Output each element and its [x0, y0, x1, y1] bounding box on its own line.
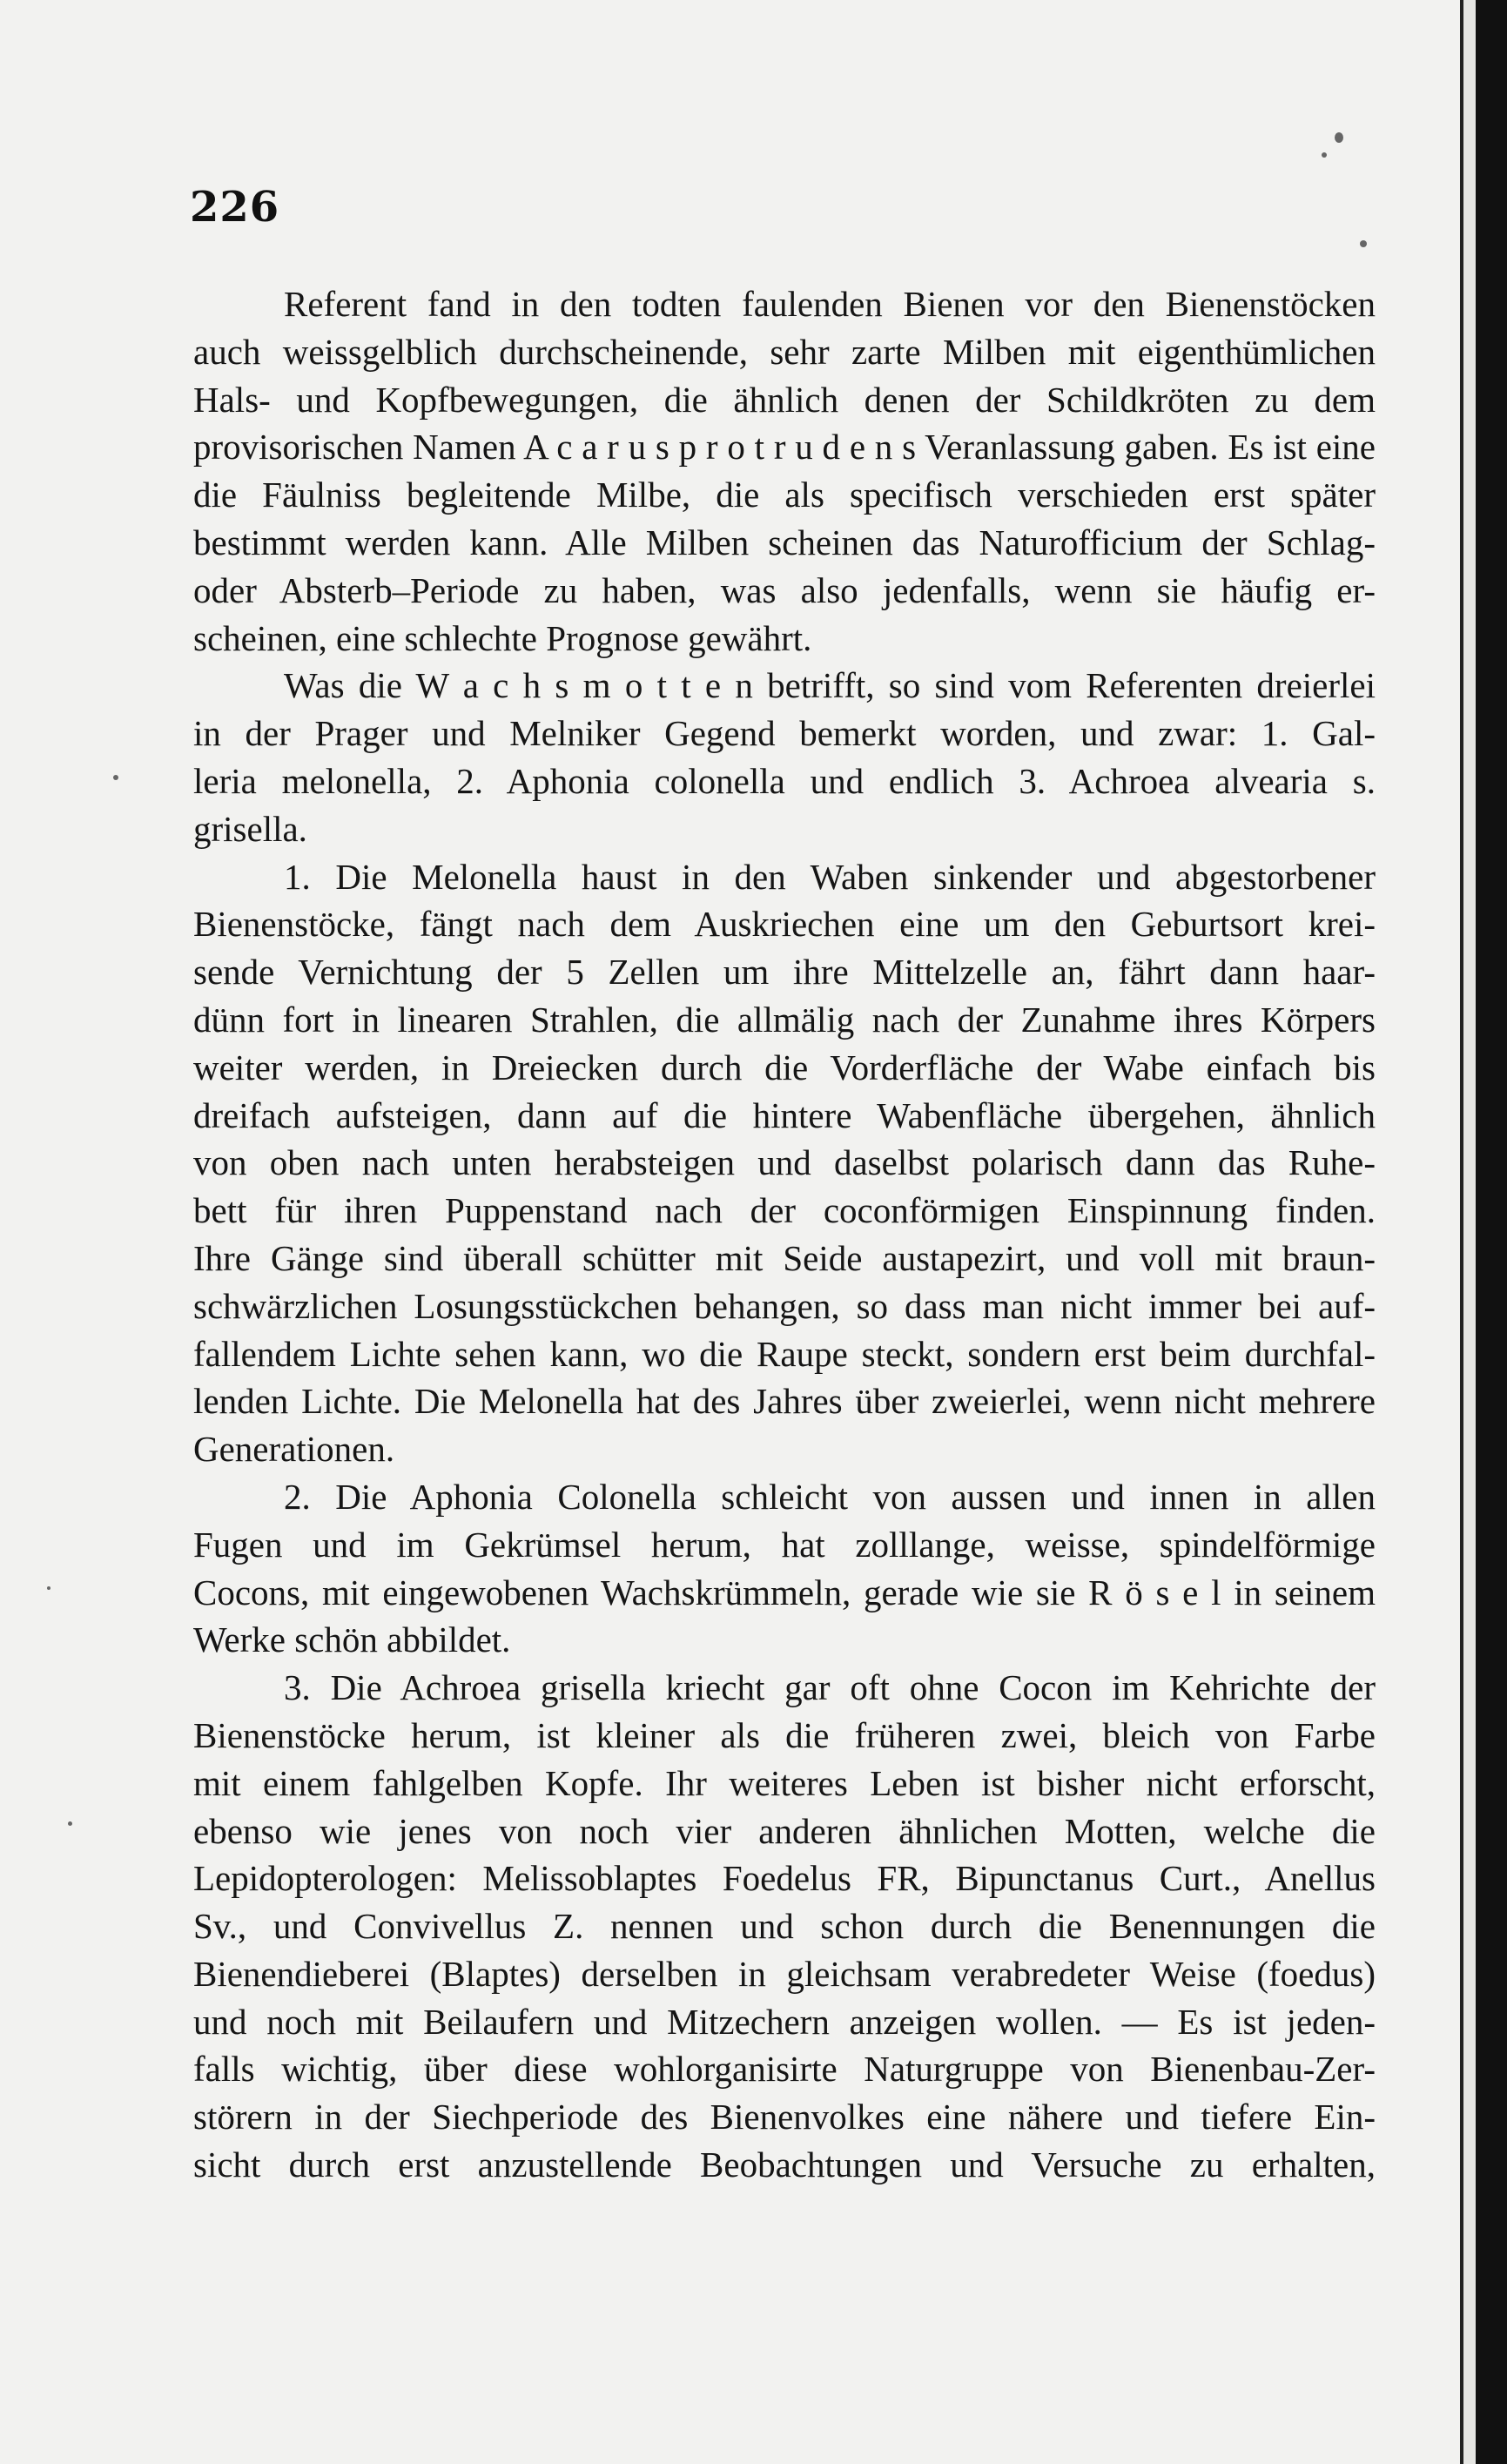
page-edge-border	[1476, 0, 1507, 2464]
text-line: mit einem fahlgelben Kopfe. Ihr weiteres Leben ist bisher nicht erforscht,	[193, 1762, 1376, 1803]
text-line: 1. Die Melonella haust in den Waben sinkender und abgestorbener	[284, 856, 1376, 897]
text-line: auch weissgelblich durchscheinende, sehr zarte Milben mit eigenthümlichen	[193, 331, 1376, 372]
scan-speck	[1360, 240, 1367, 247]
text-line: dreifach aufsteigen, dann auf die hintere Wabenfläche übergehen, ähnlich	[193, 1094, 1376, 1135]
text-line: lenden Lichte. Die Melonella hat des Jahres über zweierlei, wenn nicht mehrere	[193, 1381, 1376, 1422]
text-line: Fugen und im Gekrümsel herum, hat zolllange, weisse, spindelförmige	[193, 1524, 1376, 1565]
text-line: schwärzlichen Losungsstückchen behangen, so dass man nicht immer bei auf-	[193, 1285, 1376, 1326]
text-line: dünn fort in linearen Strahlen, die allmälig nach der Zunahme ihres Körpers	[193, 999, 1376, 1040]
text-line: die Fäulniss begleitende Milbe, die als specifisch verschieden erst später	[193, 475, 1376, 515]
text-line: oder Absterb–Periode zu haben, was also jedenfalls, wenn sie häufig er-	[193, 569, 1376, 610]
text-line: und noch mit Beilaufern und Mitzechern anzeigen wollen. — Es ist jeden-	[193, 2001, 1376, 2042]
text-line: Cocons, mit eingewobenen Wachskrümmeln, gerade wie sie R ö s e l in seinem	[193, 1572, 1376, 1612]
text-line: weiter werden, in Dreiecken durch die Vorderfläche der Wabe einfach bis	[193, 1047, 1376, 1087]
scan-speck	[113, 775, 118, 780]
text-line: 3. Die Achroea grisella kriecht gar oft ohne Cocon im Kehrichte der	[284, 1667, 1376, 1708]
text-line: Generationen.	[193, 1429, 395, 1470]
text-line: Bienenstöcke herum, ist kleiner als die früheren zwei, bleich von Farbe	[193, 1714, 1376, 1755]
text-line: Ihre Gänge sind überall schütter mit Seide austapezirt, und voll mit braun-	[193, 1237, 1376, 1278]
scan-speck	[1335, 132, 1343, 143]
text-line: fallendem Lichte sehen kann, wo die Raupe steckt, sondern erst beim durchfal-	[193, 1333, 1376, 1374]
text-line: Werke schön abbildet.	[193, 1619, 511, 1660]
text-line: störern in der Siechperiode des Bienenvolkes eine nähere und tiefere Ein-	[193, 2097, 1376, 2137]
text-line: Was die W a c h s m o t t e n betrifft, so sind vom Referenten dreierlei	[284, 665, 1376, 706]
text-line: von oben nach unten herabsteigen und daselbst polarisch dann das Ruhe-	[193, 1142, 1376, 1183]
text-line: in der Prager und Melniker Gegend bemerkt worden, und zwar: 1. Gal-	[193, 713, 1376, 754]
text-line: Bienenstöcke, fängt nach dem Auskriechen eine um den Geburtsort krei-	[193, 904, 1376, 945]
scan-speck	[68, 1821, 72, 1826]
text-line: bestimmt werden kann. Alle Milben scheinen das Naturofficium der Schlag-	[193, 522, 1376, 562]
page-edge-shadow	[1460, 0, 1476, 2464]
text-line: Lepidopterologen: Melissoblaptes Foedelus FR, Bipunctanus Curt., Anellus	[193, 1858, 1376, 1899]
text-line: Hals- und Kopfbewegungen, die ähnlich denen der Schildkröten zu dem	[193, 379, 1376, 420]
text-line: bett für ihren Puppenstand nach der coconförmigen Einspinnung finden.	[193, 1190, 1376, 1231]
page-number: 226	[190, 183, 280, 232]
text-line: sicht durch erst anzustellende Beobachtungen und Versuche zu erhalten,	[193, 2144, 1376, 2185]
text-line: sende Vernichtung der 5 Zellen um ihre Mittelzelle an, fährt dann haar-	[193, 952, 1376, 993]
text-line: leria melonella, 2. Aphonia colonella und endlich 3. Achroea alvearia s.	[193, 760, 1376, 801]
text-line: ebenso wie jenes von noch vier anderen ähnlichen Motten, welche die	[193, 1810, 1376, 1851]
body-text	[193, 280, 1376, 2189]
text-line: grisella.	[193, 808, 307, 849]
text-line: 2. Die Aphonia Colonella schleicht von aussen und innen in allen	[284, 1476, 1376, 1517]
text-line: Referent fand in den todten faulenden Bienen vor den Bienenstöcken	[284, 284, 1376, 324]
text-line: Bienendieberei (Blaptes) derselben in gleichsam verabredeter Weise (foedus)	[193, 1953, 1376, 1994]
text-line: scheinen, eine schlechte Prognose gewährt.	[193, 617, 812, 658]
scan-speck	[47, 1586, 50, 1590]
text-line: falls wichtig, über diese wohlorganisirte Naturgruppe von Bienenbau-Zer-	[193, 2049, 1376, 2090]
scan-speck	[1322, 152, 1327, 158]
text-line: Sv., und Convivellus Z. nennen und schon durch die Benennungen die	[193, 1906, 1376, 1947]
text-line: provisorischen Namen A c a r u s p r o t r u d e n s Veranlassung gaben. Es ist eine	[193, 427, 1376, 468]
